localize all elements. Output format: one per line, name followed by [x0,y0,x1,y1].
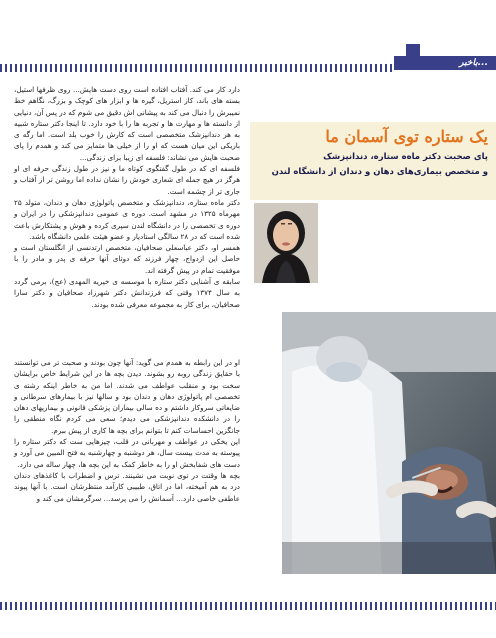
article-paragraph: فلسفه ای که در طول گفتگوی کوتاه ما و نیز در طول زندگی حرفه ای او هرگز در هیچ جمله ای شعاری خودش را نشان نداده اما روشن تر از آفتاب و جاری تر از چشمه است. [14,164,240,196]
article-paragraph: دارد کار می کند. آفتاب افتاده است روی دست هایش... روی ظرفها استیل، بسته های باند، کاز استریل، گیره ها و ابزار های کوچک و بزرگ، نگاهم خط نمیبرش را دنبال می کند به پیشانی اش دقیق می شوم که در پس آن، دنیایی از دانسته ها و مهارت ها و تجربه ها را با خود دارد. تا اینجا دکتر ستاره شبیه به هر دندانپزشک متخصصی است که کارش را خوب بلد است. اما رگه ی باریکی این میان هست که او را از خیلی ها متمایز می کند و همدم را پای صحبت هایش می نشاند: فلسفه ای زیبا برای زندگی... [14,85,240,162]
dentist-photo [282,312,496,574]
section-tab [394,56,496,70]
article-paragraph: دکتر ماه‌ه ستاره، دندانپزشک و متخصص پاتولوژی دهان و دندان، متولد ۲۵ مهرماه ۱۳۲۵ در مشهد است. دوره ی عمومی دندانپزشکی را در ایران و دوره ی تخصصی را در دانشگاه لندن سپری کرده و هوش و پشتکارش باعث شده است که در ۲۸ سالگی استادیار و عضو هیئت علمی دانشگاه باشد. [14,197,240,241]
article-paragraph: همسر او، دکتر عباسعلی صحافیان، متخصص ارتدنسی از انگلستان است و حاصل این ازدواج، چهار فرزند که دوتای آنها حرفه ی پدر و مادر را با موفقیت تمام در پیش گرفته اند. [14,243,240,275]
decorative-tick-bar-bottom [0,602,496,610]
subheadline-line-2: و متخصص بیماری‌های دهان و دندان از دانشگاه لندن [271,167,488,177]
dentist-photo-image [282,312,496,574]
portrait-photo [254,203,318,283]
portrait-image [254,203,318,283]
title-box [250,122,496,200]
section-label: باخبر... [459,58,488,68]
article-paragraph: بچه ها وقتت در توی نوبت می نشینند. ترس و اضطراب با کاغذهای دندان درد به هم آمیخته، اما در اتاق، طبیبی کارآمد منتظرشان است. با آنها پیوند عاطفی خاصی دارد... آسمانش را می پرسد... سرگرمشان می کند و [14,470,240,503]
article-paragraph: او در این رابطه به همدم می گوید: آنها چون بودند و صحبت تر می توانستند با حقایق زندگی روبه رو بشوند. دیدن بچه ها در این شرایط خاص برایشان سخت بود و منقلب عواطف می شدند. اما من به خاطر اینکه رشته ی تخصصی ام پاتولوژی دهان و دندان بود و سالها نیز با بیمارهای سرطانی و ضایعاتی سروکار داشتم و ده سالی بیماران پزشکی قانونی و بیماریهای دهان را در دانشکده دندانپزشکی می دیدم؛ سعی می کردم نگاه منطقی را جانگزین احساسات کنم تا بتوانم برای بچه ها کاری از پیش ببرم. [14,358,240,435]
article-column-lower [14,357,240,504]
article-column-upper [14,84,240,310]
subheadline-line-1: پای صحبت دکتر ماه‌ه ستاره، دندانپزشک [323,152,488,162]
headline: یک ستاره توی آسمان ما [325,127,488,146]
decorative-tick-bar-top [0,64,392,72]
article-paragraph: این یخکی در عواطف و مهربانی در قلب، چیزهایی ست که دکتر ستاره را پیوسته به مدت بیست سال، هر دوشنبه و چهارشنبه به فتح المبین می آورد و دست های شفابخش او را به خاطر کمک به این بچه ها، چهار ساله می دارد. [14,437,240,469]
article-paragraph: سابقه ی آشنایی دکتر ستاره با موسسه ی خیریه المهدی (عج)، برمی گردد به سال ۱۳۷۴ وقتی که فرزندانش دکتر شهرزاد صحافیان و دکتر سارا صحافیان، برای کار به مجموعه معرفی شده بودند. [14,277,240,309]
